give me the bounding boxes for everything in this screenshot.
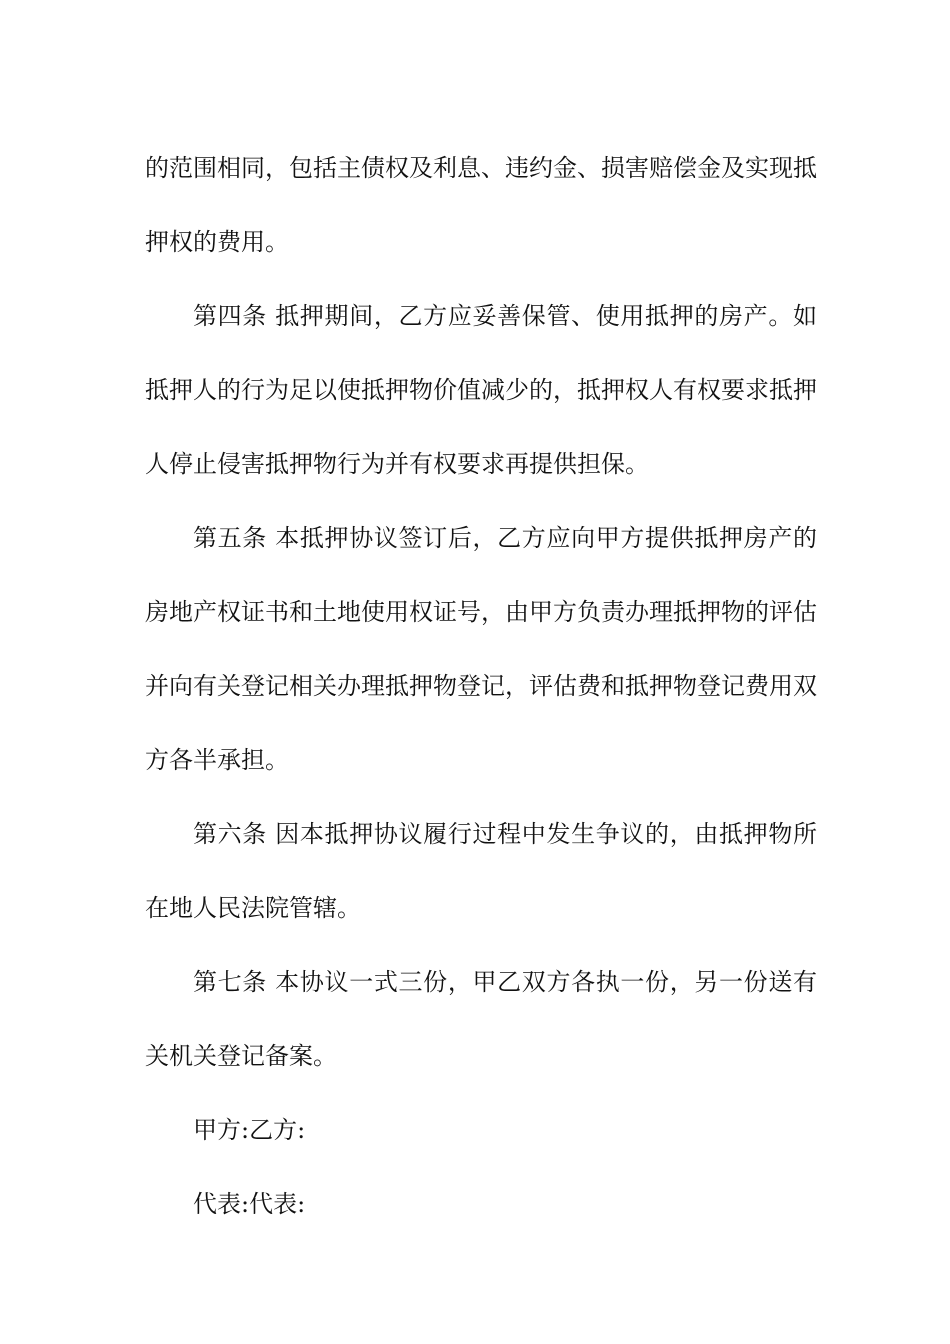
agreement-text xyxy=(145,131,817,1241)
clause-seven: 第七条 本协议一式三份，甲乙双方各执一份，另一份送有关机关登记备案。 xyxy=(145,968,817,1070)
signature-representatives: 代表:代表: xyxy=(193,1190,306,1218)
clause-six: 第六条 因本抵押协议履行过程中发生争议的，由抵押物所在地人民法院管辖。 xyxy=(145,820,817,922)
clause-five: 第五条 本抵押协议签订后，乙方应向甲方提供抵押房产的房地产权证书和土地使用权证号，由甲方负责办理抵押物的评估并向有关登记相关办理抵押物登记，评估费和抵押物登记费用双方各半承担。 xyxy=(145,524,817,774)
clause-continuation: 的范围相同，包括主债权及利息、违约金、损害赔偿金及实现抵押权的费用。 xyxy=(145,154,817,256)
signature-parties: 甲方:乙方: xyxy=(193,1116,306,1144)
clause-four: 第四条 抵押期间，乙方应妥善保管、使用抵押的房产。如抵押人的行为足以使抵押物价值减少的，抵押权人有权要求抵押人停止侵害抵押物行为并有权要求再提供担保。 xyxy=(145,302,817,478)
